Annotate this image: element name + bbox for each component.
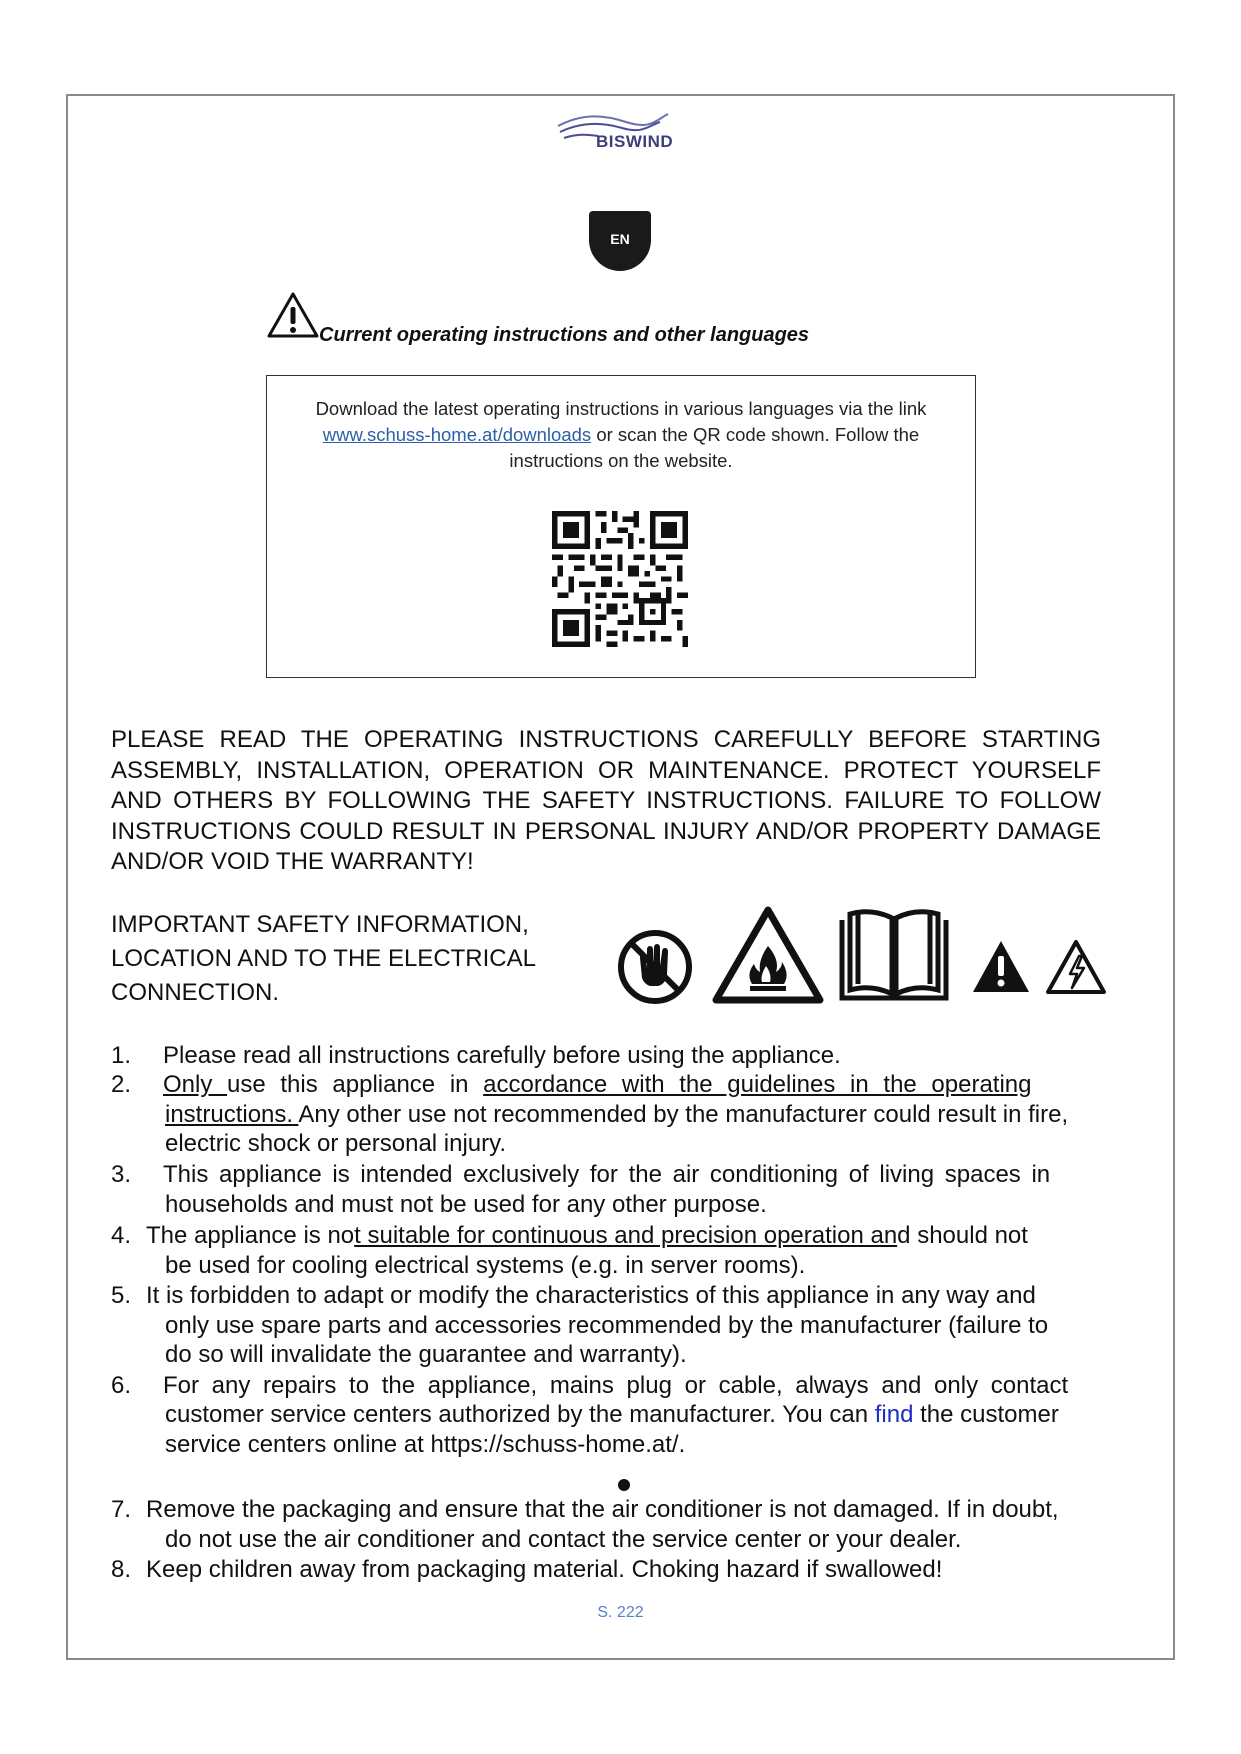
item-text: be used for cooling electrical systems (e.g. in server rooms).	[165, 1252, 806, 1279]
download-text-after: or scan the QR code shown. Follow the instructions on the website.	[509, 424, 920, 471]
item-text	[146, 1222, 1028, 1250]
download-box	[266, 375, 976, 678]
brand-name: BISWIND	[596, 132, 674, 151]
item-text: This appliance is intended exclusively for the air conditioning of living spaces in	[163, 1161, 1051, 1188]
downloads-link[interactable]: www.schuss-home.at/downloads	[322, 424, 592, 445]
no-touch-icon	[616, 928, 694, 1006]
item-text: Keep children away from packaging material. Choking hazard if swallowed!	[146, 1556, 943, 1583]
item-text: do not use the air conditioner and contact the service center or your dealer.	[165, 1526, 962, 1553]
item-text-highlight: find	[874, 1401, 914, 1428]
item-number: 7.	[111, 1496, 132, 1523]
qr-code[interactable]	[552, 511, 688, 647]
flammable-warning-icon	[710, 904, 826, 1006]
general-warning-icon	[970, 938, 1032, 996]
item-number: 8.	[111, 1556, 132, 1583]
download-heading-title: Current operating instructions and other languages	[319, 324, 810, 346]
item-text: service centers online at https://schuss-home.at/.	[165, 1431, 686, 1458]
item-text	[165, 1101, 1068, 1129]
item-text-segment: use this appliance in	[227, 1071, 484, 1098]
page-number: S. 222	[597, 1604, 644, 1621]
download-text-before: Download the latest operating instructions in various languages via the link	[315, 398, 927, 419]
brand-logo	[556, 108, 676, 156]
item-number: 6.	[111, 1372, 132, 1399]
item-text: households and must not be used for any other purpose.	[165, 1191, 767, 1218]
item-text-segment: The appliance is no	[146, 1222, 355, 1249]
safety-heading-line-3: CONNECTION.	[111, 979, 279, 1006]
read-manual-icon	[834, 902, 954, 1006]
item-text-segment: customer service centers authorized by the manufacturer. You can	[165, 1401, 875, 1428]
download-text	[277, 396, 965, 474]
item-text-underlined: instructions.	[165, 1101, 299, 1128]
item-number: 1.	[111, 1042, 132, 1069]
item-text-underlined: accordance with the guidelines in the operating	[483, 1071, 1032, 1098]
warning-triangle-icon	[266, 290, 320, 342]
item-number: 5.	[111, 1282, 132, 1309]
item-text: Please read all instructions carefully before using the appliance.	[163, 1042, 841, 1069]
item-text-segment: d should not	[897, 1222, 1028, 1249]
item-number: 4.	[111, 1222, 132, 1249]
item-number: 2.	[111, 1071, 132, 1098]
safety-heading-line-1: IMPORTANT SAFETY INFORMATION,	[111, 911, 529, 938]
item-text-segment: the customer	[913, 1401, 1059, 1428]
item-text	[165, 1401, 1059, 1429]
item-text: Remove the packaging and ensure that the air conditioner is not damaged. If in doubt,	[146, 1496, 1059, 1523]
safety-heading-line-2: LOCATION AND TO THE ELECTRICAL	[111, 945, 536, 972]
item-text-segment: Any other use not recommended by the manufacturer could result in fire,	[298, 1101, 1069, 1128]
language-badge: EN	[589, 211, 651, 271]
item-text-underlined: Only	[163, 1071, 228, 1098]
item-text	[163, 1071, 1032, 1099]
safety-heading	[111, 908, 581, 1010]
bullet-dot	[618, 1479, 630, 1491]
item-number: 3.	[111, 1161, 132, 1188]
electrical-hazard-icon	[1044, 938, 1108, 996]
item-text: electric shock or personal injury.	[165, 1130, 507, 1157]
item-text: For any repairs to the appliance, mains plug or cable, always and only contact	[163, 1372, 1069, 1399]
item-text: only use spare parts and accessories recommended by the manufacturer (failure to	[165, 1312, 1049, 1339]
item-text: do so will invalidate the guarantee and warranty).	[165, 1341, 687, 1368]
item-text-underlined: t suitable for continuous and precision operation an	[354, 1222, 898, 1249]
item-text: It is forbidden to adapt or modify the characteristics of this appliance in any way and	[146, 1282, 1036, 1309]
intro-warning-paragraph: PLEASE READ THE OPERATING INSTRUCTIONS CAREFULLY BEFORE STARTING ASSEMBLY, INSTALLATION, OPERATION OR MAINTENANCE. PROTECT YOURSELF AND OTHERS BY FOLLOWING THE SAFETY INSTRUCTIONS. FAILURE TO FOLLOW INSTRUCTIONS COULD RESULT IN PERSONAL INJURY AND/OR PROPERTY DAMAGE AND/OR VOID THE WARRANTY!	[111, 726, 1101, 875]
